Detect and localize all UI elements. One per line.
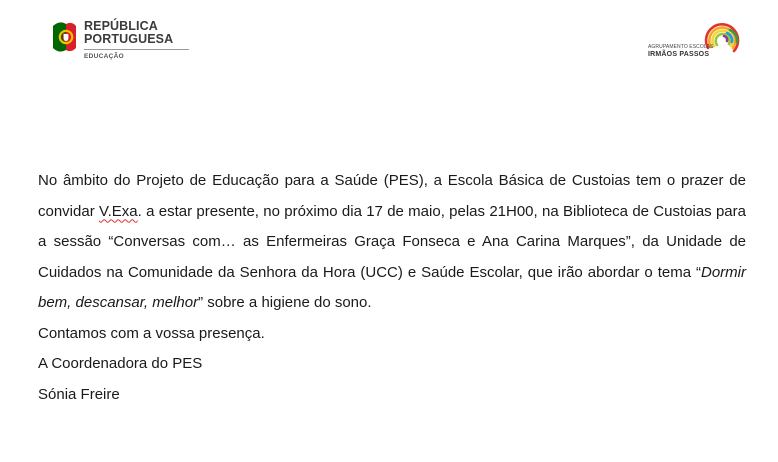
agrupamento-escolas-logo <box>648 18 744 66</box>
vexa-spellcheck-word: V.Exa <box>99 202 138 220</box>
signature-name: Sónia Freire <box>38 385 120 403</box>
agrupamento-wordmark <box>648 44 730 58</box>
paragraph-text-part3: ” sobre a higiene do sono. <box>198 294 372 311</box>
republica-portuguesa-logo <box>50 18 190 62</box>
logo-divider <box>84 49 189 50</box>
logo-line-republica: REPÚBLICA <box>84 19 158 33</box>
paragraph-text-part1: No âmbito do Projeto de Educação para a Saúde (PES), a Escola Básica de Custoias tem o prazer de convidar <box>38 172 746 220</box>
logo-subtitle-educacao: EDUCAÇÃO <box>84 53 124 60</box>
logo-line-portuguesa: PORTUGUESA <box>84 32 174 46</box>
closing-line: Contamos com a vossa presença. <box>38 324 265 342</box>
paragraph-text-part2: . a estar presente, no próximo dia 17 de maio, pelas 21H00, na Biblioteca de Custoias para a sessão “Conversas com… as Enfermeiras Graça Fonseca e Ana Carina Marques”, da Unidade de Cuidados na Comunidade da Senhora da Hora (UCC) e Saúde Escolar, que irão abordar o tema “ <box>38 202 746 281</box>
session-theme: Dormir bem, descansar, melhor <box>38 263 746 311</box>
logo-line-agrupamento: AGRUPAMENTO ESCOLAS <box>648 44 714 50</box>
logo-line-irmaos-passos: IRMÃOS PASSOS <box>648 51 710 58</box>
invitation-paragraph <box>38 166 746 319</box>
invitation-letter <box>38 166 746 410</box>
portuguese-flag-emblem-icon <box>50 20 78 54</box>
republica-portuguesa-wordmark <box>84 20 194 60</box>
signature-role: A Coordenadora do PES <box>38 355 203 372</box>
